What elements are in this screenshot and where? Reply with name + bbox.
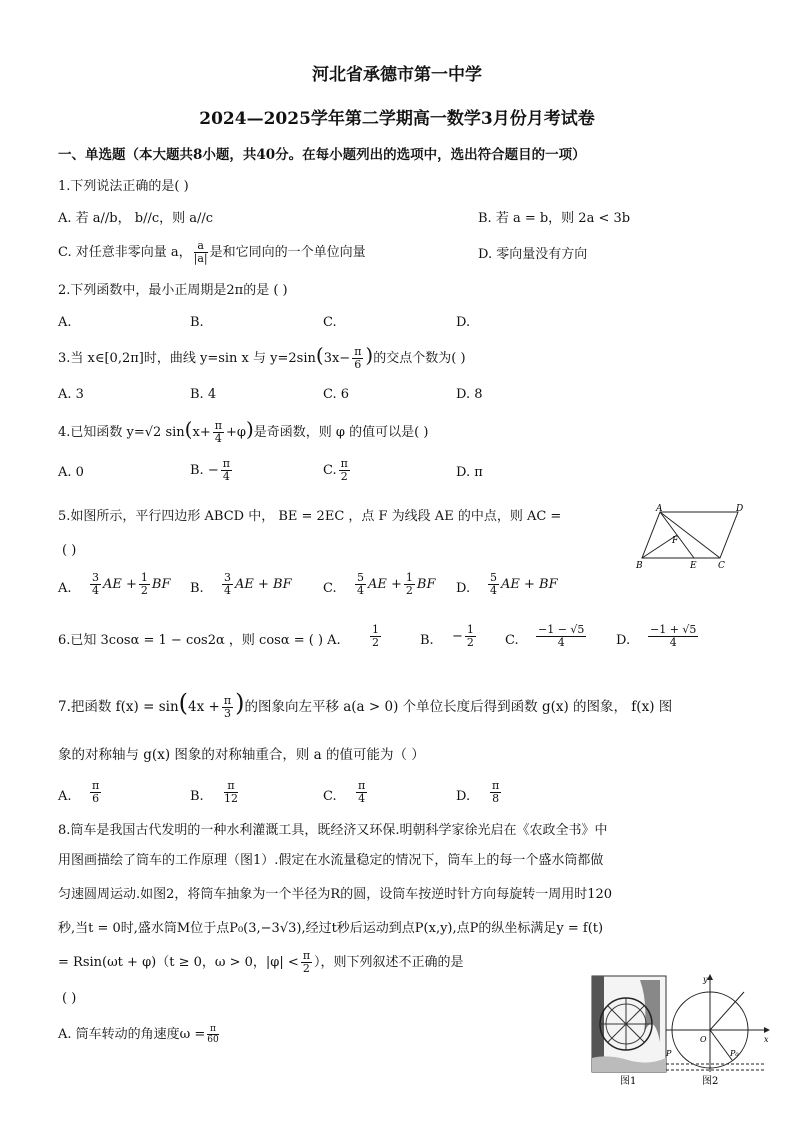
q7-option-c[interactable]: $\frac{\pi}{4}$ (358, 779, 366, 805)
q6-option-a[interactable]: $\frac{1}{2}$ (372, 623, 379, 649)
q3-option-a[interactable]: A. 3 (58, 387, 84, 402)
q5-paren: ( ) (62, 543, 77, 558)
q8-line5: = Rsin(ωt + φ)（t ≥ 0，ω > 0，|φ| < $\frac{\pi}{2}$ ），则下列叙述不正确的是 (58, 949, 464, 975)
q1-unit-vector-fraction: $\frac{a}{|a|}$ (193, 239, 208, 265)
q8-option-a[interactable]: A. 筒车转动的角速度ω = $\frac{\pi}{60}$ (58, 1024, 219, 1045)
q5-option-a-label[interactable]: A. (58, 581, 72, 596)
exam-title: 2024—2025学年第二学期高一数学3月份月考试卷 (199, 109, 595, 129)
q7-option-a[interactable]: $\frac{\pi}{6}$ (92, 779, 100, 805)
q8-line2: 用图画描绘了筒车的工作原理（图1）.假定在水流量稳定的情况下，筒车上的每一个盛水筒都做 (58, 853, 604, 868)
q5-option-b-label[interactable]: B. (190, 581, 204, 596)
q7-option-c-label[interactable]: C. (323, 789, 337, 804)
q4-stem: 4.已知函数 y=√2 sin(x+ $\frac{\pi}{4}$ +φ)是奇函数，则 φ 的值可以是( ) (58, 417, 429, 445)
q5-option-c-label[interactable]: C. (323, 581, 337, 596)
q4-option-d[interactable]: D. π (456, 465, 483, 480)
q1-option-b[interactable]: B. 若 a = b，则 2a < 3b (478, 211, 631, 226)
q1-stem: 1.下列说法正确的是( ) (58, 179, 189, 194)
q1-option-c-post: 是和它同向的一个单位向量 (209, 245, 366, 260)
q5-option-b[interactable]: $\frac{3}{4}$ AE + BF (224, 571, 292, 597)
q6-option-b[interactable]: − $\frac{1}{2}$ (452, 623, 474, 649)
q3-option-b[interactable]: B. 4 (190, 387, 217, 402)
label-f: F (672, 536, 679, 546)
q8-figure-2-circle (664, 972, 772, 1088)
figure2-y-arrow-icon (707, 974, 713, 980)
figure2-caption: 图2 (702, 1076, 719, 1087)
q2-option-c[interactable]: C. (323, 315, 337, 330)
figure1-caption: 图1 (620, 1076, 637, 1087)
q6-option-d[interactable]: $\frac{-1 + √5}{4}$ (650, 623, 697, 649)
q8-line3: 匀速圆周运动.如图2，将筒车抽象为一个半径为R的圆，设筒车按逆时针方向每旋转一周用时120 (58, 887, 613, 902)
q7-stem: 7.把函数 f(x) = sin(4x + $\frac{\pi}{3}$ )的图象向左平移 a(a > 0) 个单位长度后得到函数 g(x) 的图象， f(x) 图 (58, 689, 673, 720)
q3-option-d[interactable]: D. 8 (456, 387, 483, 402)
q3-stem: 3.当 x∈[0,2π]时，曲线 y=sin x 与 y=2sin(3x− $\frac{\pi}{6}$ )的交点个数为( ) (58, 343, 466, 371)
q6-stem: 6.已知 3cosα = 1 − cos2α ，则 cosα = ( ) A. (58, 633, 341, 648)
q1-option-c[interactable] (58, 240, 366, 265)
school-name: 河北省承德市第一中学 (312, 65, 482, 85)
q6-option-b-label[interactable]: B. (420, 633, 434, 648)
q8-figure-1-waterwheel (588, 972, 670, 1088)
q4-option-a[interactable]: A. 0 (58, 465, 84, 480)
q1-option-a[interactable]: A. 若 a//b， b//c，则 a//c (58, 211, 214, 226)
q1-option-c-pre: C. 对任意非零向量 a， (58, 245, 192, 260)
figure2-label-y: y (703, 975, 708, 984)
q5-option-d[interactable]: $\frac{5}{4}$ AE + BF (490, 571, 558, 597)
label-c: C (718, 561, 725, 570)
q2-option-d[interactable]: D. (456, 315, 471, 330)
q8-paren: ( ) (62, 991, 77, 1006)
q8-line4: 秒,当t = 0时,盛水筒M位于点P₀(3,−3√3),经过t秒后运动到点P(x,y),点P的纵坐标满足y = f(t) (58, 921, 604, 936)
q7-line2: 象的对称轴与 g(x) 图象的对称轴重合，则 a 的值可能为（ ） (58, 747, 425, 763)
label-a: A (656, 504, 663, 514)
q7-option-d-label[interactable]: D. (456, 789, 471, 804)
q2-option-a[interactable]: A. (58, 315, 72, 330)
q6-option-c[interactable]: $\frac{-1 - √5}{4}$ (538, 623, 585, 649)
q4-option-b[interactable]: B. − $\frac{\pi}{4}$ (190, 457, 230, 483)
q7-option-b-label[interactable]: B. (190, 789, 204, 804)
q3-option-c[interactable]: C. 6 (323, 387, 350, 402)
q5-parallelogram-figure (630, 502, 750, 570)
figure2-label-x: x (764, 1035, 769, 1044)
q7-option-b[interactable]: $\frac{\pi}{12}$ (224, 779, 238, 805)
figure2-radius-p0 (710, 1030, 732, 1060)
q4-option-c[interactable]: C. $\frac{\pi}{2}$ (323, 457, 348, 483)
figure2-label-p0: P₀ (730, 1049, 739, 1058)
label-d: D (736, 504, 744, 514)
q2-stem: 2.下列函数中，最小正周期是2π的是 ( ) (58, 283, 288, 298)
label-b: B (636, 561, 643, 570)
figure2-label-p: P (666, 1049, 672, 1058)
q6-option-c-label[interactable]: C. (505, 633, 519, 648)
q6-option-d-label[interactable]: D. (616, 633, 631, 648)
q5-stem: 5.如图所示，平行四边形 ABCD 中， BE = 2EC ，点 F 为线段 AE 的中点，则 AC = (58, 509, 562, 524)
q8-line1: 8.筒车是我国古代发明的一种水利灌溉工具，既经济又环保.明朝科学家徐光启在《农政全书》中 (58, 823, 608, 838)
q7-option-a-label[interactable]: A. (58, 789, 72, 804)
figure2-x-arrow-icon (764, 1027, 770, 1033)
q5-option-d-label[interactable]: D. (456, 581, 471, 596)
q5-option-c[interactable]: $\frac{5}{4}$ AE + $\frac{1}{2}$ BF (357, 571, 436, 597)
label-e: E (690, 561, 697, 570)
figure2-label-o: O (700, 1035, 707, 1044)
q7-option-d[interactable]: $\frac{\pi}{8}$ (492, 779, 500, 805)
q5-option-a[interactable]: $\frac{3}{4}$ AE + $\frac{1}{2}$ BF (92, 571, 171, 597)
section-heading: 一、单选题（本大题共8小题，共40分。在每小题列出的选项中，选出符合题目的一项） (58, 147, 586, 163)
q2-option-b[interactable]: B. (190, 315, 204, 330)
figure2-radius-p (710, 992, 744, 1030)
diagonal-ac (660, 512, 720, 558)
q1-option-d[interactable]: D. 零向量没有方向 (478, 247, 588, 262)
